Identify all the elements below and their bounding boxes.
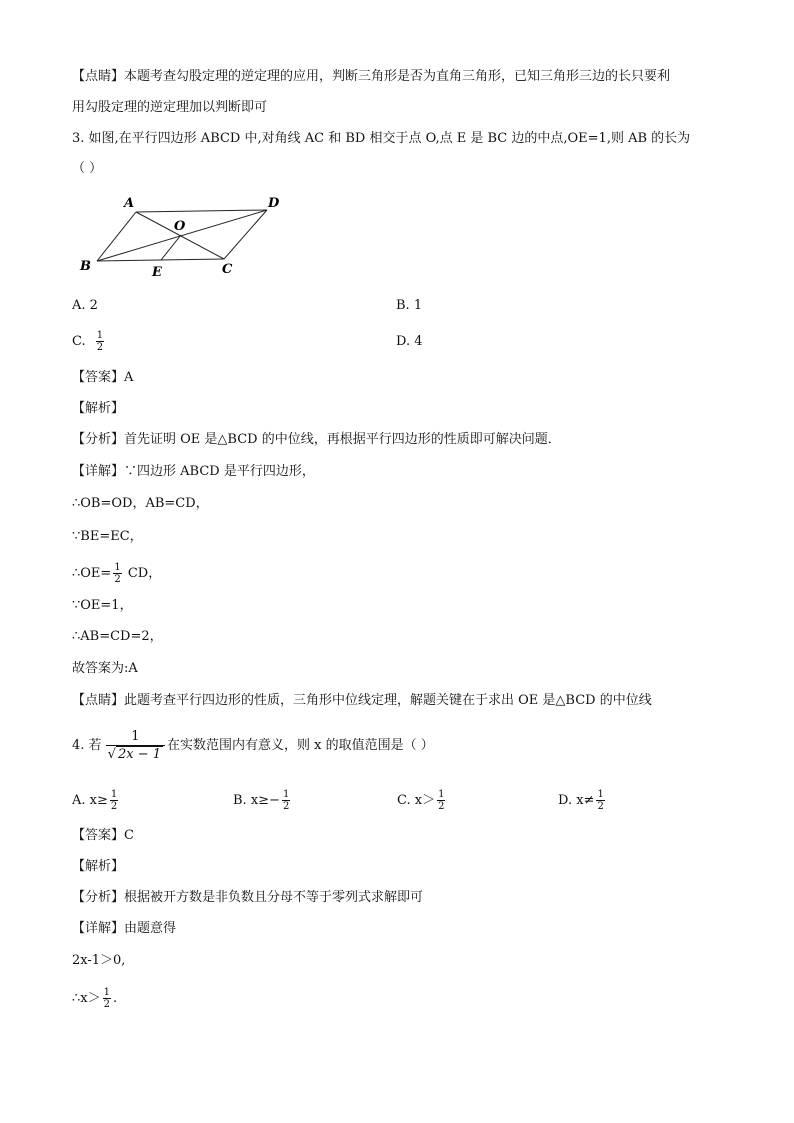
q3-step-5: ∴AB=CD=2， — [72, 629, 163, 644]
fraction-den: 2 — [103, 999, 110, 1010]
edge-AD — [136, 210, 267, 212]
fraction-den: 2 — [438, 801, 445, 812]
label-D: D — [268, 196, 280, 211]
diagonal-BD — [97, 210, 267, 261]
radical-fraction-num: 1 — [131, 728, 140, 744]
edge-DC — [224, 210, 267, 259]
q3-dianjing — [72, 692, 652, 710]
note-text-1: 本题考查勾股定理的逆定理的应用，判断三角形是否为直角三角形，已知三角形三边的长只要利 — [124, 69, 671, 84]
fraction-num: 1 — [114, 562, 121, 573]
fraction — [110, 789, 118, 812]
fraction — [96, 330, 104, 353]
fraction — [103, 987, 111, 1010]
q3-step-2: ∵BE=EC， — [72, 529, 143, 544]
fraction-num: 1 — [96, 330, 104, 341]
answer-value: C — [124, 828, 134, 843]
q4-option-a — [72, 789, 120, 812]
q3-option-c — [72, 330, 106, 353]
fenxi-tag: 【分析】 — [72, 890, 125, 905]
q4-answer — [72, 827, 134, 845]
radical-fraction — [106, 729, 165, 763]
label-B: B — [80, 259, 91, 274]
fraction — [282, 789, 290, 812]
fraction-num: 1 — [597, 789, 604, 800]
label-A: A — [124, 196, 135, 211]
q3-step-6: 故答案为:A — [72, 661, 138, 676]
q3-answer — [72, 369, 133, 387]
dianjing-tag: 【点睛】 — [72, 693, 125, 708]
fraction-num: 1 — [438, 789, 445, 800]
q3-step-3 — [72, 562, 161, 585]
fraction-den: 2 — [114, 574, 121, 585]
q3-option-d: D. 4 — [396, 334, 423, 349]
fenxi-tag: 【分析】 — [72, 432, 125, 447]
edge-BA — [97, 212, 136, 261]
note-tag: 【点睛】 — [72, 69, 125, 84]
radical-fraction-den — [106, 745, 165, 763]
q4-fenxi — [72, 889, 423, 907]
q4-step-1: 2x-1＞0, — [72, 953, 126, 968]
parallelogram-figure — [72, 190, 292, 285]
fraction-num: 1 — [103, 987, 110, 998]
xiangjie-text: 由题意得 — [124, 921, 177, 936]
edge-CB — [97, 259, 224, 261]
radical-symbol: √ — [107, 746, 116, 762]
q3-paren: （ ） — [72, 161, 103, 176]
q3-option-c-prefix: C. — [72, 334, 86, 349]
q4-option-c — [397, 789, 447, 812]
answer-value: A — [124, 370, 134, 385]
q3-stem: 3. 如图,在平行四边形 ABCD 中,对角线 AC 和 BD 相交于点 O,点 E 是 BC 边的中点,OE=1,则 AB 的长为 — [72, 131, 691, 146]
xiangjie-tag: 【详解】 — [72, 464, 125, 479]
label-C: C — [222, 262, 233, 277]
step-3-prefix: ∴OE= — [72, 566, 112, 581]
answer-tag: 【答案】 — [72, 370, 125, 385]
step-3-suffix: CD， — [123, 566, 162, 581]
fraction-den: 2 — [282, 801, 290, 812]
q3-option-b: B. 1 — [396, 298, 423, 313]
q4-stem-suffix: 在实数范围内有意义，则 x 的取值范围是（ ） — [167, 738, 434, 753]
fraction — [113, 562, 121, 585]
fraction-den: 2 — [597, 801, 604, 812]
fraction — [437, 789, 445, 812]
q4-step-2 — [72, 987, 117, 1010]
q3-step-4: ∵OE=1， — [72, 598, 133, 613]
fraction-den: 2 — [96, 342, 104, 353]
answer-tag: 【答案】 — [72, 828, 125, 843]
q4-option-b — [233, 789, 292, 812]
prev-note-line1 — [72, 68, 670, 86]
prev-note-line2 — [72, 99, 267, 117]
q3-analysis-tag: 【解析】 — [72, 401, 125, 416]
q4-option-a-prefix: A. x≥ — [72, 793, 108, 808]
sqrt-sign — [108, 746, 163, 763]
q3-xiangjie — [72, 463, 315, 481]
q4-prefix: 4. 若 — [72, 738, 106, 753]
label-O: O — [174, 219, 186, 234]
radicand: 2x − 1 — [117, 746, 161, 762]
dianjing-text: 此题考查平行四边形的性质，三角形中位线定理，解题关键在于求出 OE 是△BCD 的中位线 — [124, 693, 652, 708]
q4-option-c-prefix: C. x＞ — [397, 793, 436, 808]
step-2-prefix: ∴x＞ — [72, 991, 101, 1006]
fenxi-text: 首先证明 OE 是△BCD 的中位线，再根据平行四边形的性质即可解决问题． — [124, 432, 561, 447]
step-2-suffix: . — [112, 991, 118, 1006]
fenxi-text: 根据被开方数是非负数且分母不等于零列式求解即可 — [124, 890, 424, 905]
note-text-2: 用勾股定理的逆定理加以判断即可 — [72, 100, 268, 115]
q4-xiangjie — [72, 920, 176, 938]
q3-step-1: ∴OB=OD，AB=CD， — [72, 496, 209, 511]
q4-option-b-prefix: B. x≥− — [233, 793, 280, 808]
fraction-num: 1 — [282, 789, 290, 800]
fraction-num: 1 — [110, 789, 118, 800]
q4-option-d-prefix: D. x≠ — [558, 793, 595, 808]
q4-analysis-tag: 【解析】 — [72, 859, 125, 874]
q3-option-a: A. 2 — [72, 298, 98, 313]
xiangjie-text: ∵四边形 ABCD 是平行四边形， — [124, 464, 315, 479]
fraction — [596, 789, 604, 812]
q3-fenxi — [72, 431, 561, 449]
label-E: E — [152, 265, 162, 280]
q4-stem — [72, 728, 434, 764]
fraction-den: 2 — [110, 801, 118, 812]
q4-option-d — [558, 789, 607, 812]
xiangjie-tag: 【详解】 — [72, 921, 125, 936]
